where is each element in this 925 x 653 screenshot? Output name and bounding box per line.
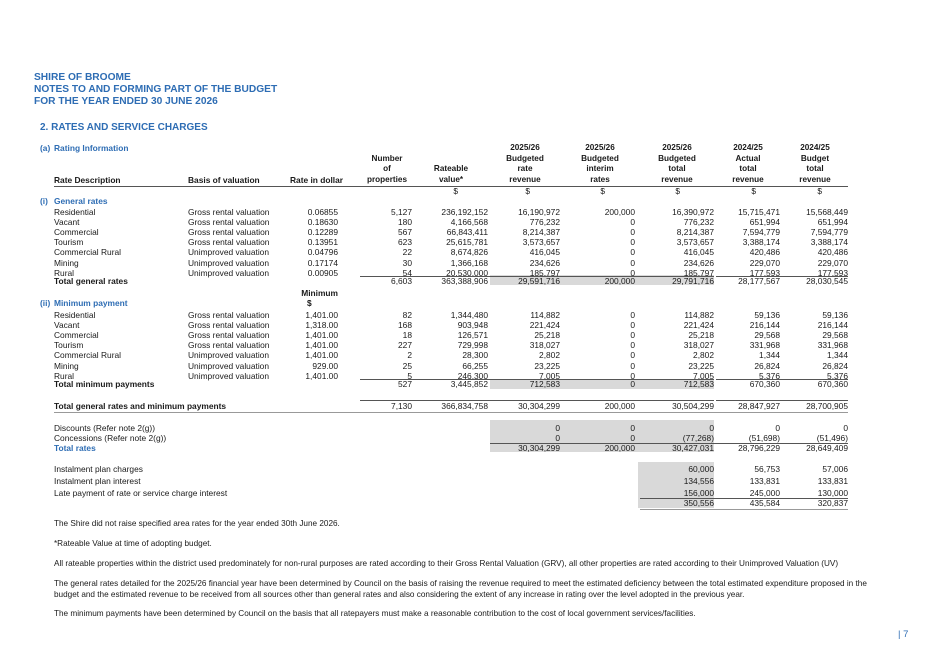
cell-int: 0	[630, 360, 635, 371]
cell-num: 22	[402, 247, 412, 258]
cell-rate: 1,401.00	[305, 350, 338, 361]
table-row	[0, 247, 925, 257]
cell-rate: 0.13951	[307, 237, 338, 248]
cell-tot: 2,802	[693, 350, 714, 361]
section-a-marker: (a)	[40, 143, 51, 153]
cell-desc: Tourism	[54, 237, 84, 248]
cell-rr: 114,882	[530, 309, 560, 320]
cell-basis: Gross rental valuation	[188, 329, 270, 340]
cell-desc: Rural	[54, 370, 75, 381]
cell-int: 200,000	[604, 206, 635, 217]
cell-rate: 0.18630	[307, 216, 338, 227]
document-header	[34, 72, 277, 108]
cell-desc: Commercial Rural	[54, 350, 122, 361]
minimum-col-unit: $	[307, 298, 312, 308]
page-number: | 7	[898, 629, 909, 640]
col-header-actual: 2024/25 Actual total revenue	[732, 143, 764, 184]
cell-val: 1,366,168	[450, 257, 488, 268]
cell-val: 729,998	[457, 340, 488, 351]
cell-basis: Gross rental valuation	[188, 226, 270, 237]
cell-rate: 1,318.00	[305, 319, 338, 330]
cell-rate: 1,401.00	[305, 309, 338, 320]
cell-desc: Commercial	[54, 329, 99, 340]
cell-bud: 26,824	[822, 360, 848, 371]
cell-tot: 25,218	[688, 329, 714, 340]
table-row	[0, 217, 925, 227]
note-valuation-basis: All rateable properties within the district used predominately for non-rural purposes are rated according to their Gross Rental Valuation (GRV), all other properties are rated according to their Unimproved Valuation (UV)	[54, 559, 839, 568]
cell-desc: Commercial	[54, 226, 99, 237]
col-header-rateable-value: Rateable value*	[433, 164, 469, 184]
header-line-1: SHIRE OF BROOME	[34, 72, 131, 83]
cell-rate: 1,401.00	[305, 370, 338, 381]
other-row: Instalment plan charges 60,000 56,753 57,006	[54, 464, 848, 474]
note-specified-area: The Shire did not raise specified area rates for the year ended 30th June 2026.	[54, 519, 340, 528]
cell-rate: 1,401.00	[305, 340, 338, 351]
cell-act: 177,593	[749, 267, 780, 278]
grand-total-row: Total general rates and minimum payments 7,130 366,834,758 30,304,299 200,000 30,504,299 28,847,927 28,700,905	[54, 401, 848, 411]
cell-tot: 3,573,657	[676, 237, 714, 248]
cell-act: 216,144	[749, 319, 780, 330]
cell-rr: 776,232	[529, 216, 560, 227]
cell-num: 54	[402, 267, 412, 278]
cell-basis: Unimproved valuation	[188, 267, 270, 278]
table-row	[0, 361, 925, 371]
general-total-row: Total general rates 6,603 363,388,906 29,591,716 200,000 29,791,716 28,177,567 28,030,545	[54, 276, 848, 286]
cell-tot: 8,214,387	[676, 226, 714, 237]
cell-basis: Unimproved valuation	[188, 247, 270, 258]
cell-rate: 0.04796	[307, 247, 338, 258]
cell-int: 0	[630, 309, 635, 320]
header-line-2: NOTES TO AND FORMING PART OF THE BUDGET	[34, 84, 278, 95]
cell-tot: 221,424	[683, 319, 714, 330]
cell-num: 25	[402, 360, 412, 371]
cell-act: 3,388,174	[742, 237, 780, 248]
table-row	[0, 320, 925, 330]
grand-total-underline	[54, 412, 848, 413]
discounts-row: Discounts (Refer note 2(g)) 0 0 0 0 0	[54, 423, 848, 433]
cell-rr: 318,027	[529, 340, 560, 351]
concessions-row: Concessions (Refer note 2(g)) 0 0 (77,268) (51,698) (51,496)	[54, 433, 848, 443]
cell-basis: Gross rental valuation	[188, 216, 270, 227]
cell-num: 623	[398, 237, 412, 248]
cell-num: 5	[407, 370, 412, 381]
cell-rate: 0.06855	[307, 206, 338, 217]
col-header-properties: Number of properties	[366, 153, 408, 184]
cell-rr: 23,225	[534, 360, 560, 371]
cell-tot: 16,390,972	[672, 206, 714, 217]
cell-act: 331,968	[749, 340, 780, 351]
cell-act: 651,994	[749, 216, 780, 227]
cell-num: 5,127	[391, 206, 412, 217]
cell-bud: 216,144	[817, 319, 848, 330]
cell-rr: 25,218	[534, 329, 560, 340]
cell-tot: 114,882	[684, 309, 714, 320]
cell-tot: 318,027	[683, 340, 714, 351]
general-rates-marker: (i)	[40, 196, 48, 206]
cell-desc: Vacant	[54, 319, 80, 330]
cell-rate: 1,401.00	[305, 329, 338, 340]
cell-act: 7,594,779	[742, 226, 780, 237]
other-row: Instalment plan interest 134,556 133,831 133,831	[54, 476, 848, 486]
cell-rr: 7,005	[539, 370, 560, 381]
other-total-row: 350,556 435,584 320,837	[683, 498, 848, 508]
cell-bud: 651,994	[817, 216, 848, 227]
cell-rate: 929.00	[312, 360, 338, 371]
col-header-interim: 2025/26 Budgeted interim rates	[581, 143, 619, 184]
cell-int: 0	[630, 350, 635, 361]
cell-val: 246,300	[457, 370, 488, 381]
cell-rr: 221,424	[529, 319, 560, 330]
table-row	[0, 227, 925, 237]
cell-int: 0	[630, 237, 635, 248]
cell-bud: 177,593	[817, 267, 848, 278]
table-row	[0, 330, 925, 340]
col-header-budget: 2024/25 Budget total revenue	[799, 143, 831, 184]
general-rates-title: General rates	[54, 196, 108, 206]
cell-desc: Residential	[54, 309, 96, 320]
col-header-desc: Rate Description	[54, 175, 121, 185]
cell-rr: 185,797	[529, 267, 560, 278]
section-title: 2. RATES AND SERVICE CHARGES	[40, 122, 208, 133]
cell-bud: 229,070	[817, 257, 848, 268]
cell-val: 4,166,568	[450, 216, 488, 227]
cell-val: 236,192,152	[441, 206, 488, 217]
cell-act: 29,568	[754, 329, 780, 340]
col-header-rate-revenue: 2025/26 Budgeted rate revenue	[506, 143, 544, 184]
cell-val: 8,674,826	[450, 247, 488, 258]
other-total-underline	[640, 509, 848, 510]
cell-val: 28,300	[462, 350, 488, 361]
cell-act: 59,136	[754, 309, 780, 320]
currency-row: $ $ $ $ $ $	[453, 186, 822, 196]
table-row	[0, 237, 925, 247]
cell-desc: Mining	[54, 257, 79, 268]
cell-int: 0	[630, 340, 635, 351]
cell-val: 25,615,781	[446, 237, 488, 248]
cell-basis: Unimproved valuation	[188, 350, 270, 361]
cell-val: 126,571	[457, 329, 488, 340]
minimum-marker: (ii)	[40, 298, 51, 308]
cell-rr: 16,190,972	[518, 206, 560, 217]
cell-num: 2	[407, 350, 412, 361]
minimum-total-row: Total minimum payments 527 3,445,852 712,583 0 712,583 670,360 670,360	[54, 379, 848, 389]
table-row	[0, 258, 925, 268]
cell-desc: Vacant	[54, 216, 80, 227]
header-line-3: FOR THE YEAR ENDED 30 JUNE 2026	[34, 96, 218, 107]
cell-act: 5,376	[759, 370, 780, 381]
table-row	[0, 340, 925, 350]
cell-val: 66,255	[462, 360, 488, 371]
other-row: Late payment of rate or service charge interest 156,000 245,000 130,000	[54, 488, 848, 498]
cell-desc: Mining	[54, 360, 79, 371]
cell-num: 227	[398, 340, 412, 351]
cell-int: 0	[630, 226, 635, 237]
cell-val: 903,948	[457, 319, 488, 330]
cell-int: 0	[630, 247, 635, 258]
cell-rate: 0.12289	[307, 226, 338, 237]
cell-act: 229,070	[749, 257, 780, 268]
cell-bud: 15,568,449	[806, 206, 848, 217]
cell-bud: 29,568	[822, 329, 848, 340]
cell-basis: Unimproved valuation	[188, 370, 270, 381]
table-row	[0, 207, 925, 217]
cell-basis: Unimproved valuation	[188, 360, 270, 371]
cell-rr: 234,626	[529, 257, 560, 268]
cell-bud: 5,376	[827, 370, 848, 381]
cell-basis: Gross rental valuation	[188, 319, 270, 330]
cell-val: 20,530,000	[446, 267, 488, 278]
cell-num: 567	[398, 226, 412, 237]
minimum-title: Minimum payment	[54, 298, 128, 308]
cell-num: 18	[402, 329, 412, 340]
cell-tot: 416,045	[683, 247, 714, 258]
table-row	[0, 350, 925, 360]
cell-num: 180	[398, 216, 412, 227]
cell-desc: Rural	[54, 267, 75, 278]
cell-num: 30	[402, 257, 412, 268]
cell-rr: 3,573,657	[522, 237, 560, 248]
cell-tot: 23,225	[688, 360, 714, 371]
cell-rr: 2,802	[539, 350, 560, 361]
cell-basis: Gross rental valuation	[188, 206, 270, 217]
table-row	[0, 310, 925, 320]
cell-int: 0	[630, 319, 635, 330]
cell-rate: 0.17174	[307, 257, 338, 268]
col-header-row	[0, 175, 925, 185]
cell-act: 420,486	[749, 247, 780, 258]
cell-bud: 3,388,174	[810, 237, 848, 248]
col-header-total-revenue: 2025/26 Budgeted total revenue	[658, 143, 696, 184]
cell-int: 0	[630, 267, 635, 278]
minimum-col-label: Minimum	[301, 288, 338, 298]
cell-tot: 234,626	[683, 257, 714, 268]
cell-num: 82	[402, 309, 412, 320]
cell-tot: 185,797	[683, 267, 714, 278]
cell-rate: 0.00905	[307, 267, 338, 278]
cell-act: 1,344	[759, 350, 780, 361]
cell-desc: Commercial Rural	[54, 247, 122, 258]
cell-int: 0	[630, 257, 635, 268]
cell-num: 168	[398, 319, 412, 330]
cell-val: 1,344,480	[450, 309, 488, 320]
note-rateable-value: *Rateable Value at time of adopting budget.	[54, 539, 212, 548]
cell-act: 15,715,471	[738, 206, 780, 217]
cell-desc: Tourism	[54, 340, 84, 351]
cell-int: 0	[630, 329, 635, 340]
note-general-rates: The general rates detailed for the 2025/26 financial year have been determined by Council on the basis of raising the revenue required to meet the estimated deficiency between the total estimated expenditure proposed in the budget and the estimated revenue to be received from all sources other than general rates and also considering the extent of any increase in rating over the level adopted in the previous year.	[54, 579, 867, 599]
cell-bud: 331,968	[817, 340, 848, 351]
cell-bud: 7,594,779	[810, 226, 848, 237]
cell-bud: 420,486	[817, 247, 848, 258]
cell-basis: Gross rental valuation	[188, 340, 270, 351]
cell-basis: Unimproved valuation	[188, 257, 270, 268]
cell-tot: 7,005	[693, 370, 714, 381]
cell-int: 0	[630, 370, 635, 381]
cell-desc: Residential	[54, 206, 96, 217]
cell-int: 0	[630, 216, 635, 227]
minimum-col-label-row	[0, 288, 925, 298]
col-header-rate: Rate in dollar	[290, 175, 344, 185]
cell-rr: 8,214,387	[522, 226, 560, 237]
cell-act: 26,824	[754, 360, 780, 371]
col-header-basis: Basis of valuation	[188, 175, 260, 185]
note-minimum-payments: The minimum payments have been determined by Council on the basis that all ratepayers must make a reasonable contribution to the cost of local government services/facilities.	[54, 609, 696, 618]
cell-bud: 1,344	[827, 350, 848, 361]
cell-tot: 776,232	[683, 216, 714, 227]
section-a-title: Rating Information	[54, 143, 129, 153]
total-rates-row: Total rates 30,304,299 200,000 30,427,031 28,796,229 28,649,409	[54, 443, 848, 453]
cell-basis: Gross rental valuation	[188, 237, 270, 248]
minimum-title-row	[0, 298, 925, 308]
cell-bud: 59,136	[822, 309, 848, 320]
general-rates-title-row	[0, 196, 925, 206]
cell-rr: 416,045	[529, 247, 560, 258]
cell-basis: Gross rental valuation	[188, 309, 270, 320]
cell-val: 66,843,411	[446, 226, 488, 237]
